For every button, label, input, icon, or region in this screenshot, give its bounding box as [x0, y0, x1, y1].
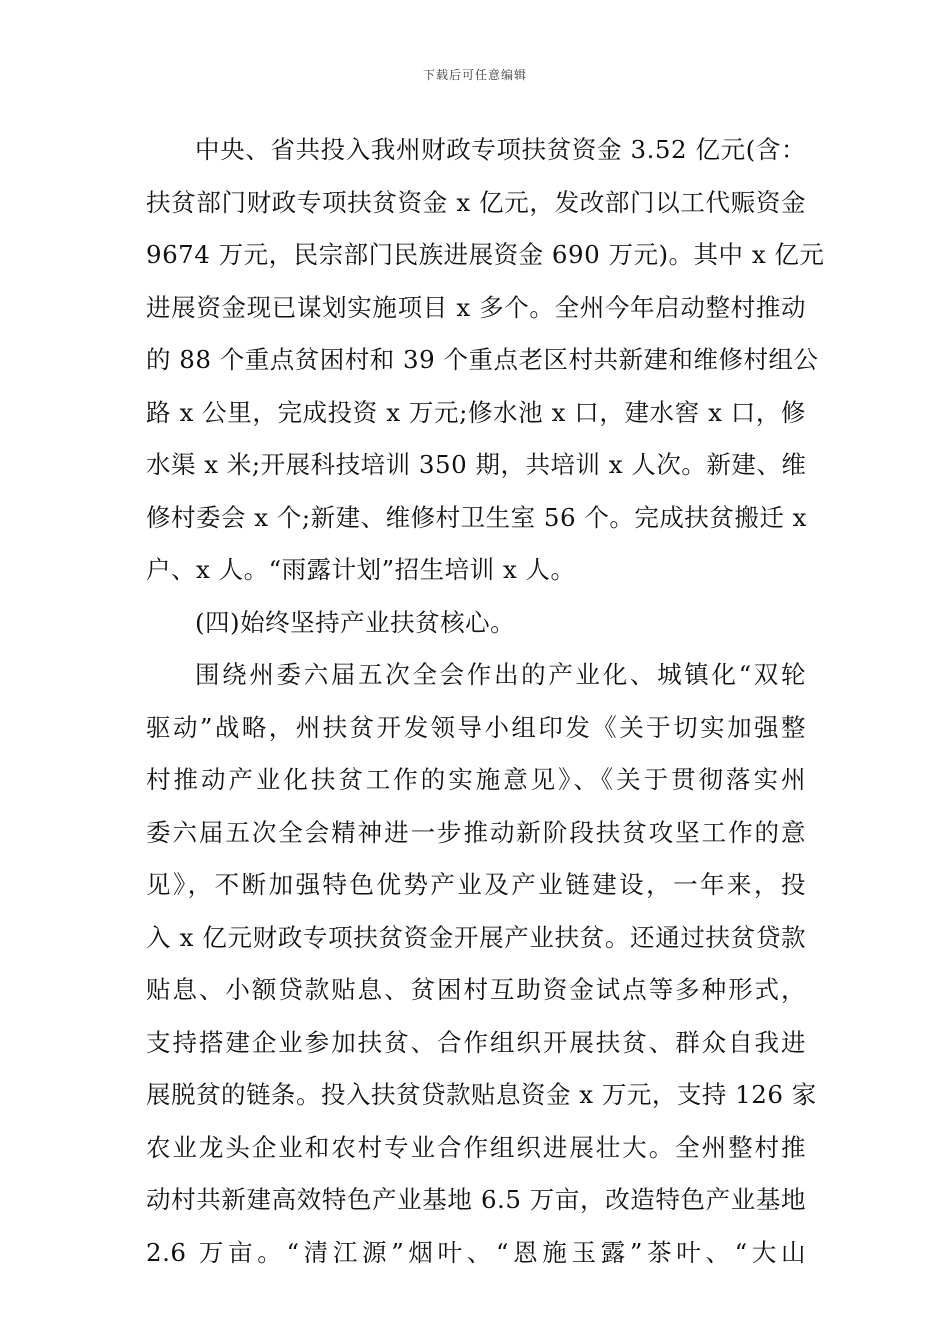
text-line: 的 88 个重点贫困村和 39 个重点老区村共新建和维修村组公 [146, 345, 819, 374]
text-line: 进展资金现已谋划实施项目 x 多个。全州今年启动整村推动 [146, 292, 806, 322]
text-line: 户、x 人。“雨露计划”招生培训 x 人。 [146, 555, 576, 584]
text-line: 修村委会 x 个;新建、维修村卫生室 56 个。完成扶贫搬迁 x [146, 502, 808, 532]
text-line: 入 x 亿元财政专项扶贫资金开展产业扶贫。还通过扶贫贷款 [146, 922, 806, 952]
text-line: 扶贫部门财政专项扶贫资金 x 亿元，发改部门以工代赈资金 [146, 187, 806, 217]
section-heading: (四)始终坚持产业扶贫核心。 [195, 607, 516, 637]
text-line: 围绕州委六届五次全会作出的产业化、城镇化“双轮 [195, 660, 806, 689]
page-header: 下载后可任意编辑 [422, 68, 527, 82]
text-line: 中央、省共投入我州财政专项扶贫资金 3.52 亿元(含： [195, 135, 806, 164]
document-body [146, 124, 825, 1279]
text-line: 村推动产业化扶贫工作的实施意见》、《关于贯彻落实州 [146, 765, 806, 794]
text-line: 动村共新建高效特色产业基地 6.5 万亩，改造特色产业基地 [146, 1185, 806, 1214]
text-line: 9674 万元，民宗部门民族进展资金 690 万元)。其中 x 亿元 [146, 240, 825, 269]
text-line: 委六届五次全会精神进一步推动新阶段扶贫攻坚工作的意 [146, 817, 806, 847]
text-line: 驱动”战略，州扶贫开发领导小组印发《关于切实加强整 [146, 712, 806, 742]
text-line: 展脱贫的链条。投入扶贫贷款贴息资金 x 万元，支持 126 家 [146, 1080, 817, 1109]
text-line: 支持搭建企业参加扶贫、合作组织开展扶贫、群众自我进 [146, 1027, 806, 1057]
text-line: 见》，不断加强特色优势产业及产业链建设，一年来，投 [146, 870, 806, 899]
text-line: 水渠 x 米;开展科技培训 350 期，共培训 x 人次。新建、维 [146, 450, 807, 479]
text-line: 农业龙头企业和农村专业合作组织进展壮大。全州整村推 [146, 1132, 806, 1162]
text-line: 路 x 公里，完成投资 x 万元;修水池 x 口，建水窖 x 口，修 [146, 397, 806, 427]
text-line: 2.6 万亩。“清江源”烟叶、“恩施玉露”茶叶、“大山 [146, 1237, 806, 1267]
text-line: 贴息、小额贷款贴息、贫困村互助资金试点等多种形式， [146, 975, 806, 1004]
